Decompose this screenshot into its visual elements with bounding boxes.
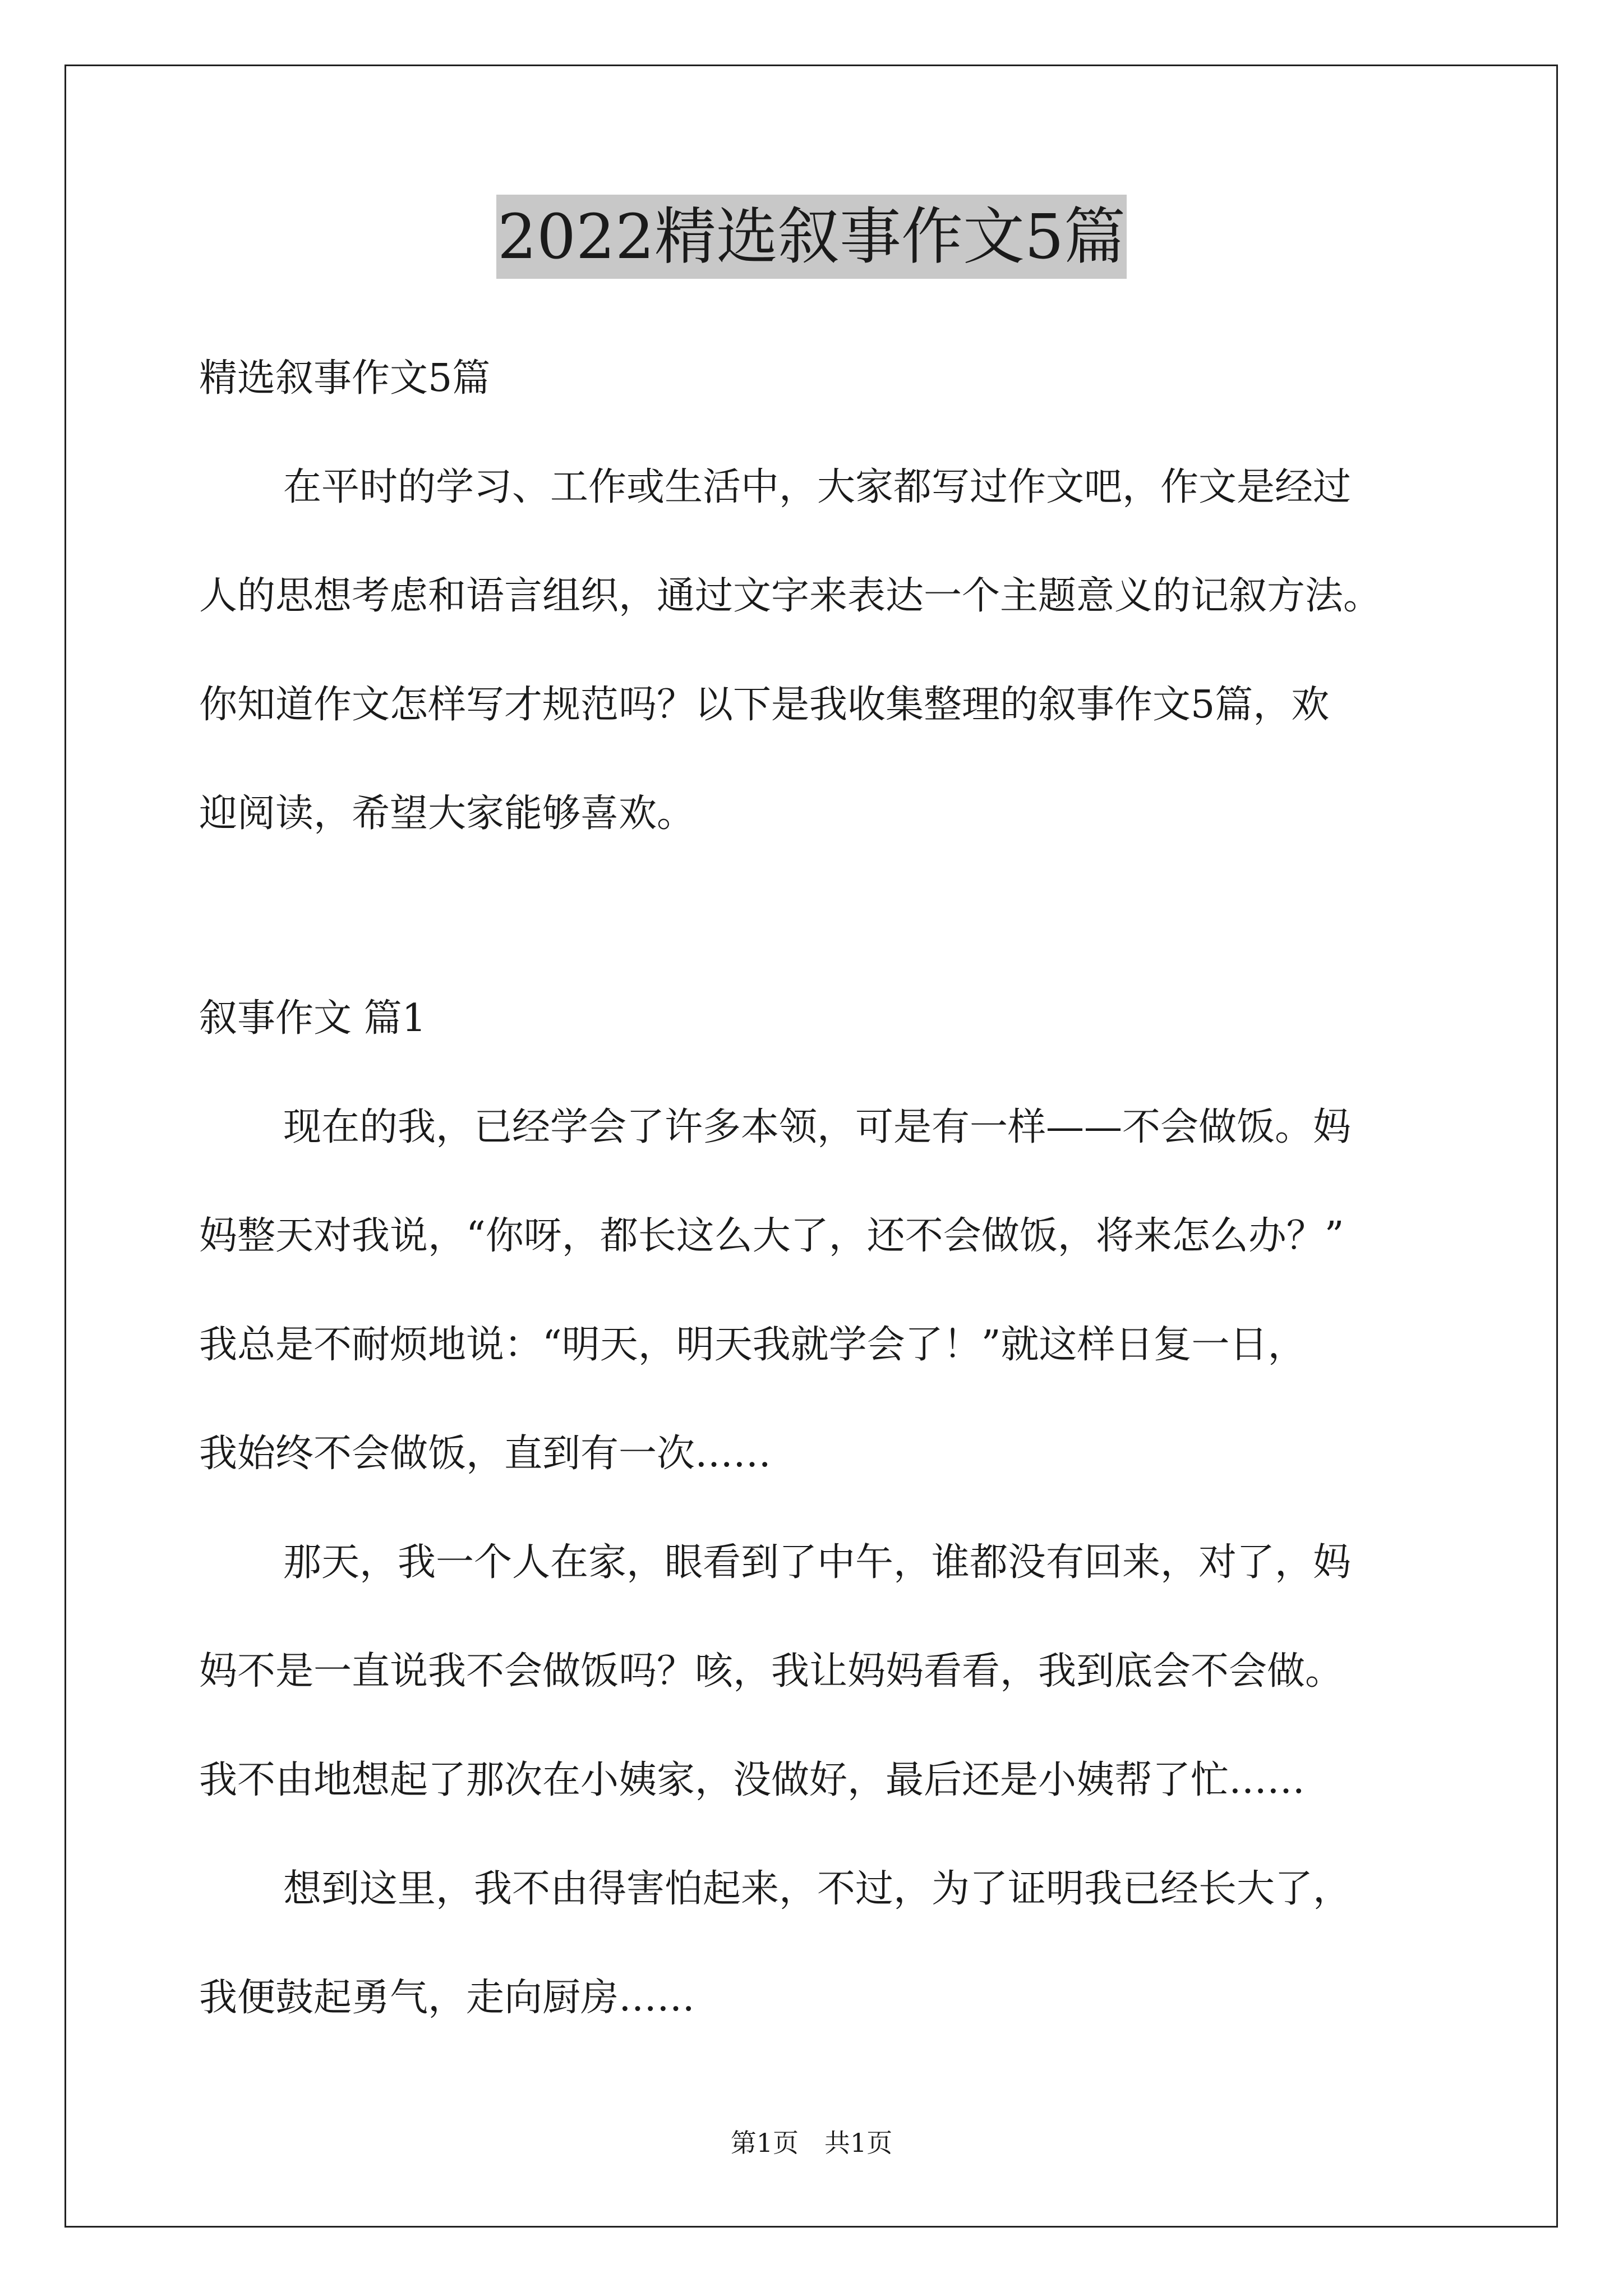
intro-line-4: 迎阅读，希望大家能够喜欢。	[199, 792, 695, 836]
section-heading: 叙事作文 篇1	[199, 996, 426, 1041]
paragraph-2-line-2: 妈不是一直说我不会做饭吗？咳，我让妈妈看看，我到底会不会做。	[199, 1649, 1344, 1694]
paragraph-1-line-2: 妈整天对我说，“你呀，都长这么大了，还不会做饭，将来怎么办？”	[199, 1214, 1344, 1258]
paragraph-1-line-4: 我始终不会做饭，直到有一次……	[199, 1432, 772, 1476]
intro-line-1: 在平时的学习、工作或生活中，大家都写过作文吧，作文是经过	[283, 465, 1352, 509]
title-container	[0, 195, 1623, 279]
paragraph-2-line-1: 那天，我一个人在家，眼看到了中午，谁都没有回来，对了，妈	[283, 1540, 1352, 1585]
intro-line-3: 你知道作文怎样写才规范吗？以下是我收集整理的叙事作文5篇，欢	[199, 683, 1330, 727]
paragraph-3-line-1: 想到这里，我不由得害怕起来，不过，为了证明我已经长大了，	[283, 1867, 1352, 1911]
document-title: 2022精选叙事作文5篇	[496, 195, 1127, 279]
intro-line-2: 人的思想考虑和语言组织，通过文字来表达一个主题意义的记叙方法。	[199, 574, 1382, 618]
subtitle: 精选叙事作文5篇	[199, 356, 491, 401]
page-number-footer: 第1页 共1页	[730, 2128, 893, 2158]
paragraph-1-line-1: 现在的我，已经学会了许多本领，可是有一样——不会做饭。妈	[283, 1105, 1352, 1149]
paragraph-3-line-2: 我便鼓起勇气，走向厨房……	[199, 1976, 695, 2020]
paragraph-2-line-3: 我不由地想起了那次在小姨家，没做好，最后还是小姨帮了忙……	[199, 1758, 1306, 1802]
paragraph-1-line-3: 我总是不耐烦地说：“明天，明天我就学会了！”就这样日复一日，	[199, 1323, 1306, 1367]
